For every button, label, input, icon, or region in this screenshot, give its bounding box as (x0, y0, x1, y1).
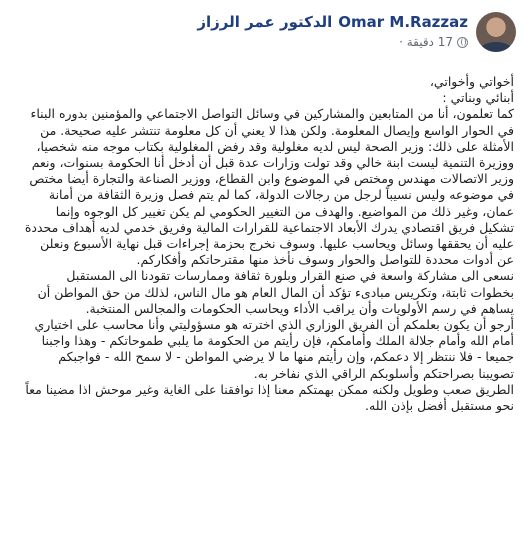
post-paragraph: نسعى الى مشاركة واسعة في صنع القرار وبلورة ثقافة وممارسات تقودنا الى المستقبل بخطوات ثابتة، وتكريس مبادىء تؤكد أن المال العام هو مال الناس، لذلك من حق المواطن أن يساهم في رسم الأولويات وأن يراقب الأداء ويحاسب الحكومات والمجالس المنتخبة. (37, 268, 514, 316)
post-meta (197, 10, 468, 49)
author-name-row (197, 13, 468, 31)
post-paragraph: الطريق صعب وطويل ولكنه ممكن بهمتكم معنا إذا توافقنا على الغاية وغير موحش اذا مضينا معاً نحو مستقبل أفضل بإذن الله. (25, 381, 514, 414)
post-header (8, 10, 516, 60)
author-name-arabic[interactable]: الدكتور عمر الرزاز (197, 13, 333, 31)
author-avatar[interactable] (476, 12, 516, 52)
author-name-english[interactable]: Omar M.Razzaz (338, 13, 468, 31)
post-body (8, 60, 516, 414)
post-timestamp[interactable]: 17 دقيقة · (399, 35, 453, 49)
post-paragraph: كما تعلمون، أنا من المتابعين والمشاركين في وسائل التواصل الاجتماعي والمؤمنين بدوره البناء في الحوار الواسع وإيصال المعلومة. ولكن هذا لا يعني أن كل معلومة تنتشر عليه صحيحة. من الأمثلة على ذلك: وزير الصحة ليس لديه مغلولية وقد رفض المغلولية بكتاب موجه منه شخصيا، ووزيرة التنمية ليست ابنة خالي وقد تولت وزارات عدة قبل أن أدخل أنا الحكومة بسنوات، ونعم وزير الاتصالات مهندس ومختص في الموضوع وابن القطاع، ووزير الصناعة والتجارة أيضا مختص في موضوعه وليس نسيباً لرجل من رجالات الدولة، كما لم يتم فصل وزيرة الثقافة من أمانة عمان، وغير ذلك من المواضيع. والهدف من التغيير الحكومي لم يكن تغيير كل الوجوه وإنما تشكيل فريق اقتصادي يدرك الأبعاد الاجتماعية للقرارات المالية وفريق خدمي لديه أهداف محددة عليه أن يحققها وسائل ويحاسب عليها. وسوف نخرج بحزمة إجراءات قبل نهاية الأسبوع ونعلن عن أدوات محددة للتواصل والحوار وسوف نأخذ منها مقترحاتكم وأفكاركم. (24, 106, 514, 268)
post-time-row (197, 35, 468, 49)
post-paragraph: أبنائي وبناتي : (442, 90, 514, 106)
post-paragraph: أرجو أن يكون بعلمكم أن الفريق الوزاري الذي اخترته هو مسؤوليتي وأنا محاسب على اختياري أمام الله وأمام جلالة الملك وأمامكم، فإن رأيتم من الحكومة ما يلبي طموحاتكم - وهذا واجبنا جميعا - فلا ننتظر إلا دعمكم، وإن رأيتم منها ما لا يرضي المواطن - لا سمح الله - فواجبكم تصويبنا بصراحتكم وأسلوبكم الراقي الذي نفاخر به. (34, 317, 514, 381)
post-paragraph: أخواتي وأخواتي، (429, 74, 514, 89)
globe-icon (457, 37, 468, 48)
